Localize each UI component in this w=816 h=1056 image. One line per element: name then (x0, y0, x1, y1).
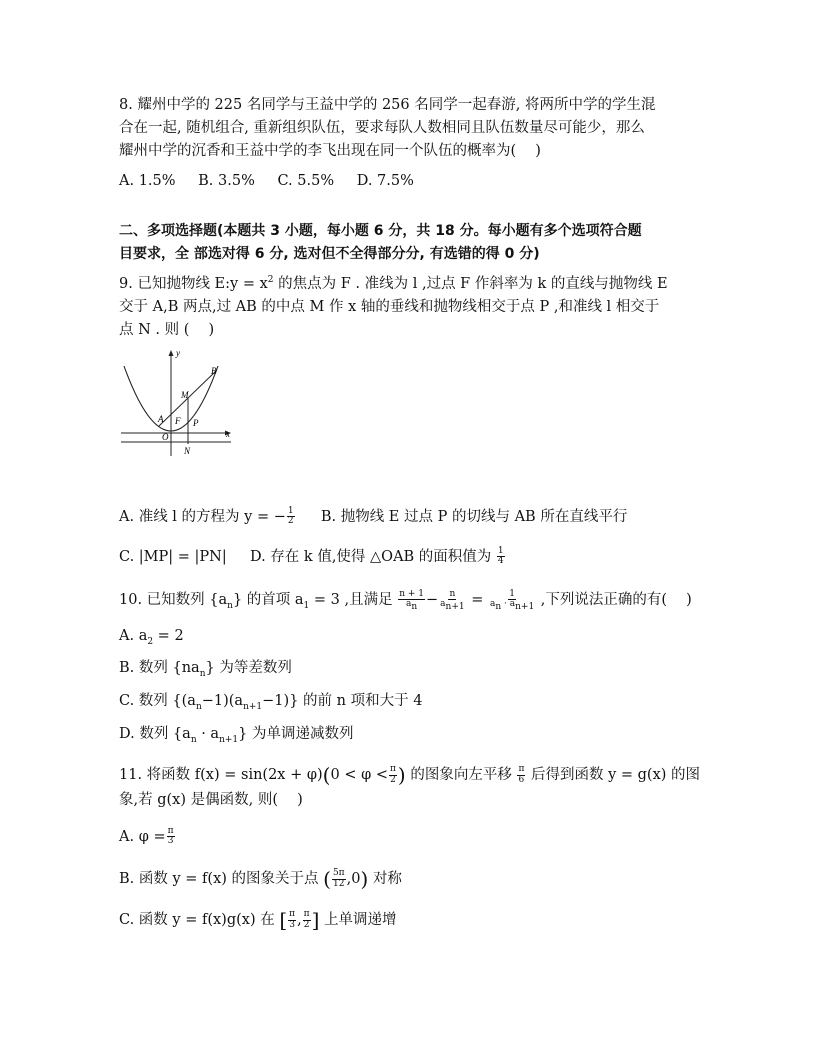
label-a: A (158, 414, 164, 424)
q9-line-3: 点 N . 则 ( ) (119, 322, 215, 338)
fraction: $\frac{1}{a_n \cdot a_{n+1}}$ (489, 589, 535, 613)
label-n: N (184, 446, 191, 456)
label-o: O (162, 432, 169, 442)
fraction: $\frac{1}{4}$ (497, 546, 504, 567)
q11-option-a: A. φ = $\frac{\pi}{3}$ (119, 826, 174, 847)
label-b: B (211, 366, 217, 376)
q9-option-d: D. 存在 k 值,使得 △OAB 的面积值为 $\frac{1}{4}$ (249, 546, 504, 567)
q8-option-a: A. 1.5% (119, 173, 176, 189)
label-x: x (226, 429, 230, 439)
q11-stem-line-1: 11. 将函数 f(x) = sin(2x + φ)(0 < φ < $\frac{\pi}{2}$ ) 的图象向左平移 $\frac{\pi}{6}$ 后得到函数 y = g(x) 的图 (119, 763, 701, 787)
q9-option-c: C. |MP| = |PN| (119, 548, 227, 565)
fraction: $\frac{\pi}{2}$ (390, 764, 396, 785)
q9-options-ab (119, 507, 627, 527)
q9-line-2: 交于 A,B 两点,过 AB 的中点 M 作 x 轴的垂线和抛物线相交于点 P ,和准线 l 相交于 (119, 299, 660, 315)
fraction: $\frac{n}{a_{n+1}}$ (440, 589, 465, 613)
fraction: $\frac{\pi}{6}$ (518, 764, 525, 785)
q8-option-d: D. 7.5% (356, 173, 414, 189)
q8-options (119, 173, 414, 190)
label-p: P (193, 418, 199, 428)
label-y: y (176, 348, 180, 358)
fraction: $\frac{1}{2}$ (287, 506, 294, 527)
fraction: $\frac{5\pi}{12}$ (332, 868, 345, 889)
q9-line-1: 9. 已知抛物线 E:y = $x^2$ 的焦点为 F . 准线为 l ,过点 F 作斜率为 k 的直线与抛物线 E (119, 275, 668, 292)
q8-line-1: 8. 耀州中学的 225 名同学与王益中学的 256 名同学一起春游, 将两所中学的学生混 (119, 97, 656, 113)
q9-option-a: A. 准线 l 的方程为 y = − $\frac{1}{2}$ (119, 506, 294, 527)
q9-option-b: B. 抛物线 E 过点 P 的切线与 AB 所在直线平行 (320, 508, 628, 525)
q11-stem-line-2: 象,若 g(x) 是偶函数, 则( ) (119, 792, 303, 808)
q10-option-c: C. 数列 $\{(a_n-1)(a_{n+1}-1)\}$ 的前 n 项和大于 4 (119, 693, 423, 712)
q10-option-a: A. $a_2 = 2$ (119, 628, 184, 647)
q10-option-b: B. 数列 $\{na_n\}$ 为等差数列 (119, 660, 292, 679)
label-f: F (175, 416, 181, 426)
q9-options-cd (119, 547, 506, 567)
section2-heading-line-2: 目要求，全 部选对得 6 分, 选对但不全得部分分, 有选错的得 0 分) (119, 246, 540, 262)
q10-option-d: D. 数列 $\{a_n \cdot a_{n+1}\}$ 为单调递减数列 (119, 726, 354, 745)
fraction: $\frac{\pi}{3}$ (167, 826, 174, 847)
section2-heading-line-1: 二、多项选择题(本题共 3 小题，每小题 6 分，共 18 分。每小题有多个选项符合题 (119, 223, 642, 239)
y-axis-arrow (169, 350, 174, 356)
q8-line-2: 合在一起, 随机组合, 重新组织队伍，要求每队人数相同且队伍数量尽可能少，那么 (119, 120, 645, 136)
q8-option-c: C. 5.5% (277, 173, 335, 189)
fraction: $\frac{\pi}{3}$ (289, 909, 296, 930)
label-m: M (181, 390, 189, 400)
fraction: $\frac{n + 1}{a_n}$ (399, 589, 424, 613)
q8-option-b: B. 3.5% (198, 173, 255, 189)
q11-option-c: C. 函数 y = f(x)g(x) 在 [ $\frac{\pi}{3}$ , $\frac{\pi}{2}$ ] 上单调递增 (119, 908, 397, 932)
q10-stem: 10. 已知数列 $\{a_n\}$ 的首项 $a_1 = 3$ ,且满足 $\frac{n + 1}{a_n}$ − $\frac{n}{a_{n+1}}$ = $\frac{1}{a_n \cdot a_{n+1}}$ ,下列说法正确的有( ) (119, 589, 692, 613)
parabola-figure (121, 346, 235, 458)
fraction: $\frac{\pi}{2}$ (303, 909, 310, 930)
q11-option-b: B. 函数 y = f(x) 的图象关于点 ( $\frac{5\pi}{12}$ ,0) 对称 (119, 867, 402, 891)
q8-line-3: 耀州中学的沉香和王益中学的李飞出现在同一个队伍的概率为( ) (119, 143, 541, 159)
